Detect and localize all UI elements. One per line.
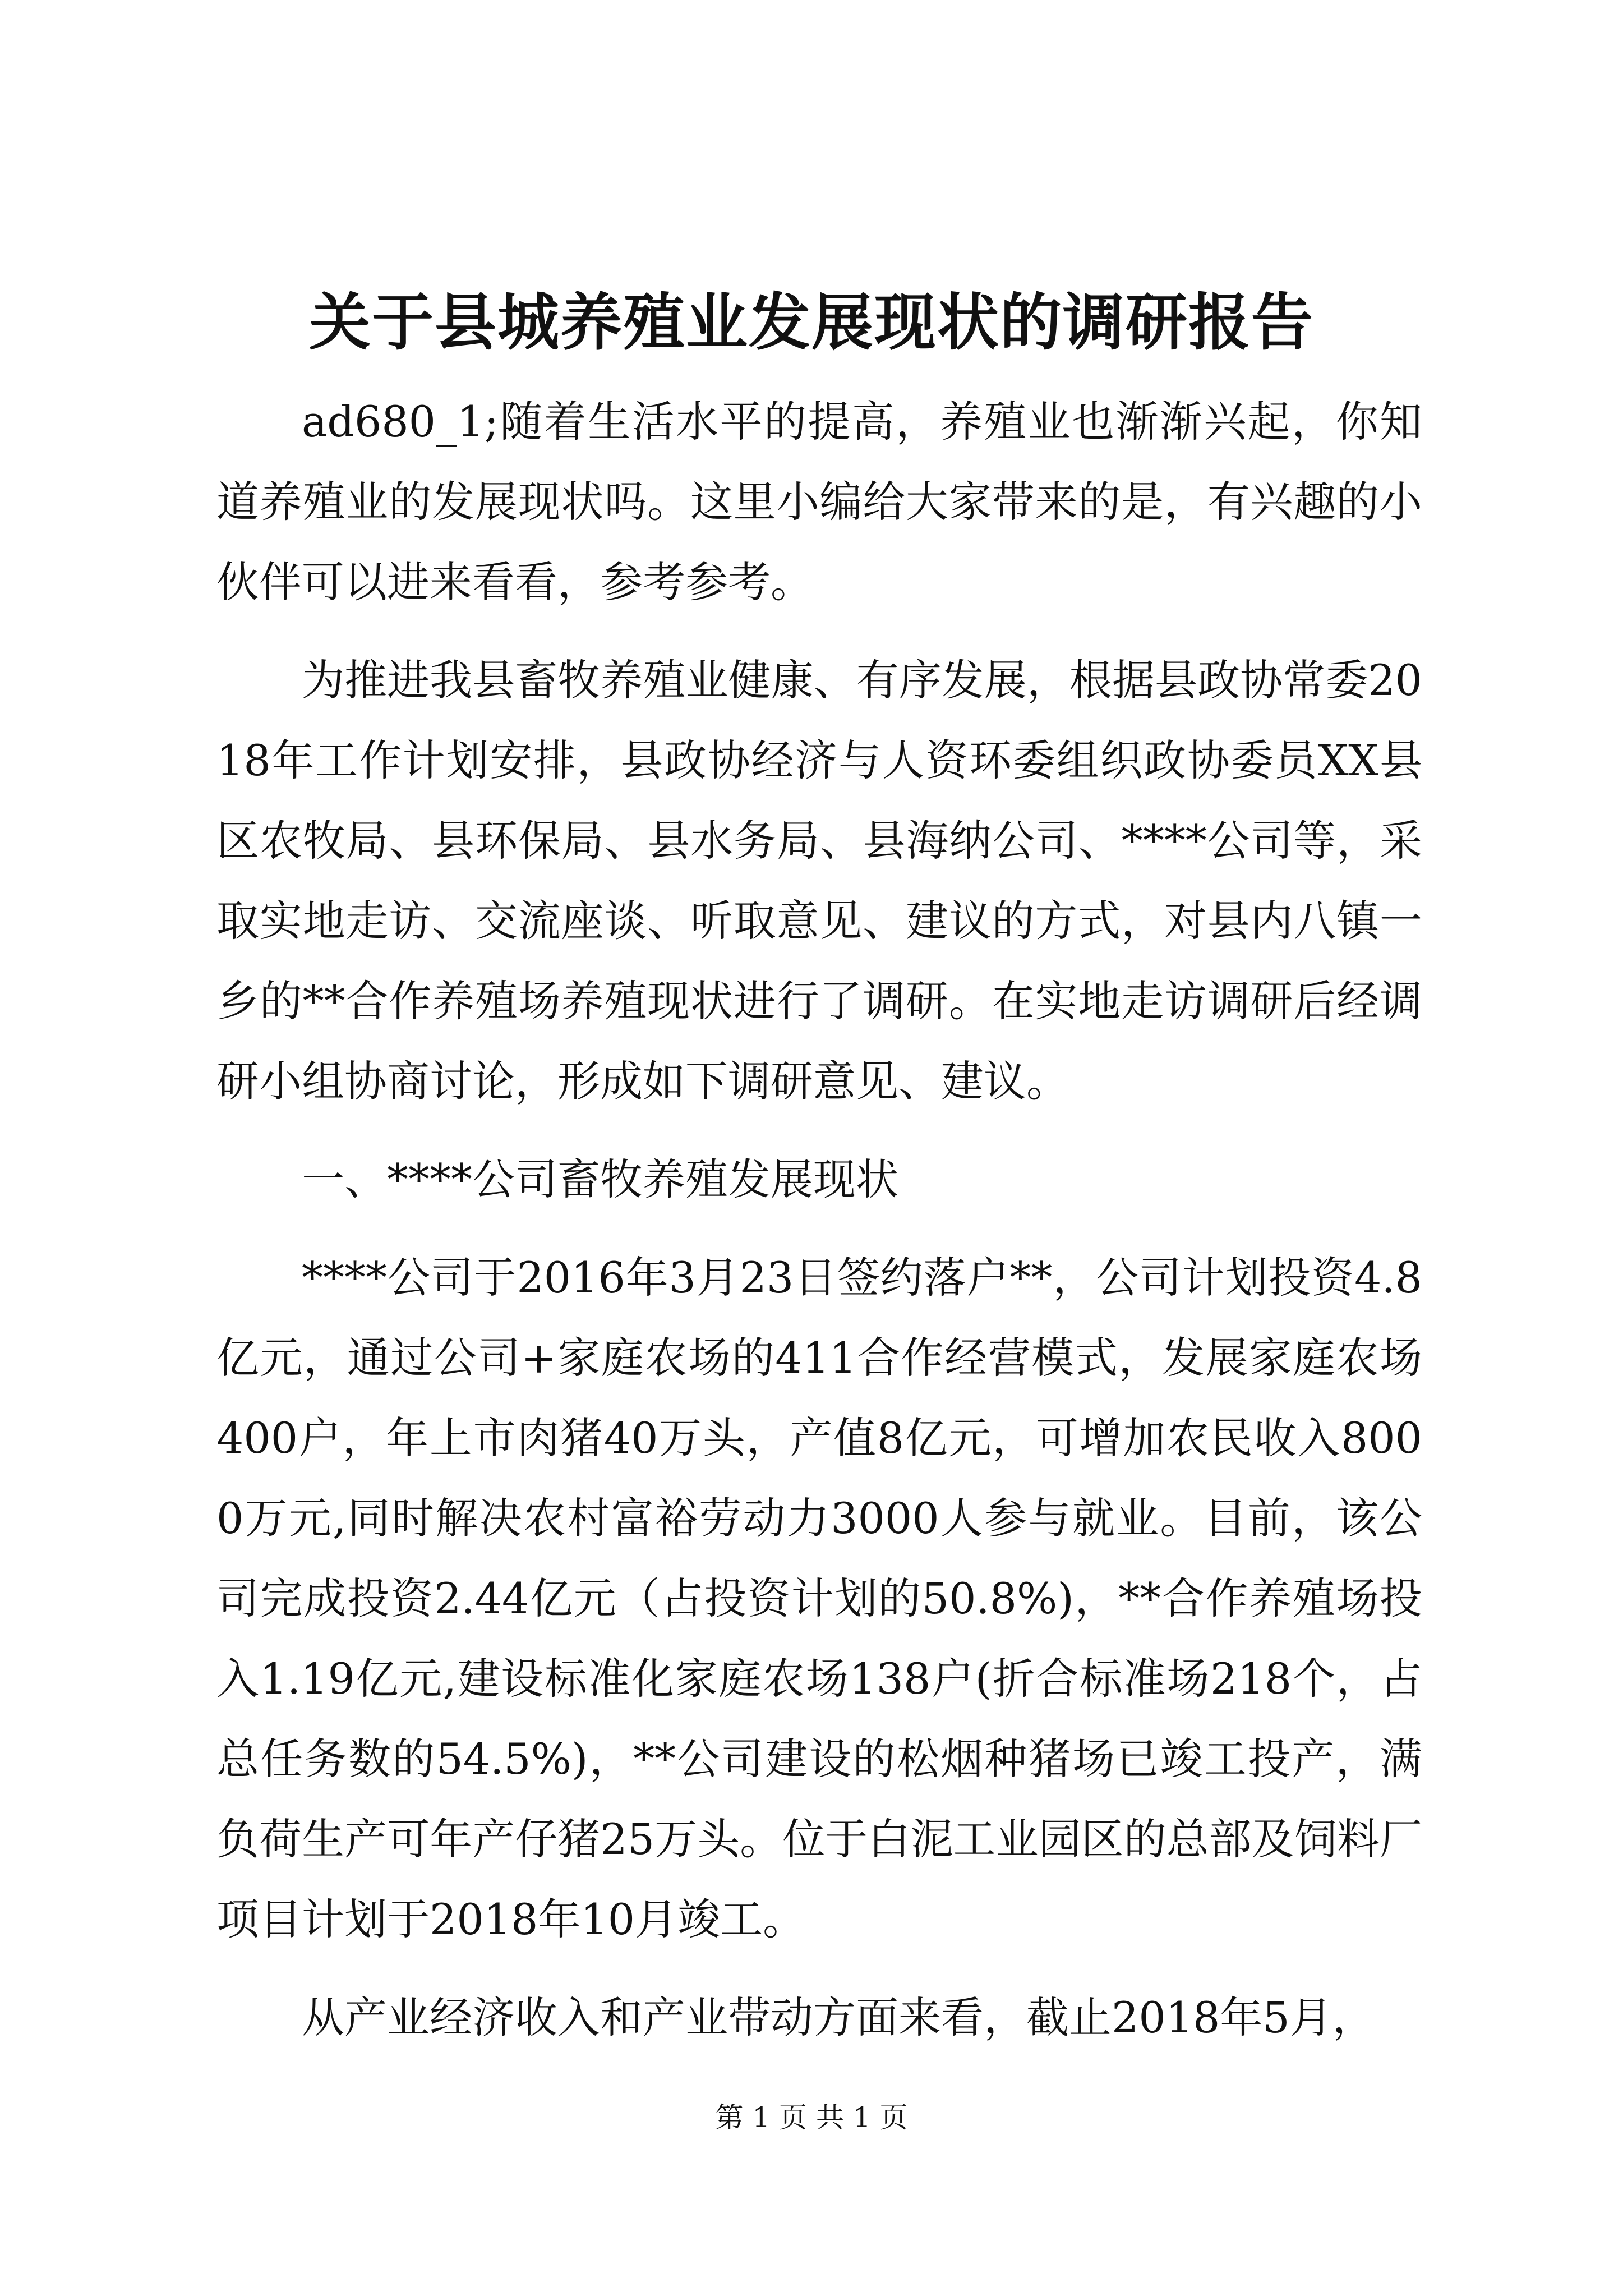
document-title: 关于县城养殖业发展现状的调研报告 [309, 286, 1314, 358]
company-status-paragraph: ****公司于2016年3月23日签约落户**，公司计划投资4.8亿元，通过公司+家庭农场的411合作经营模式，发展家庭农场400户，年上市肉猪40万头，产值8亿元，可增加农民收入8000万元,同时解决农村富裕劳动力3000人参与就业。目前，该公司完成投资2.44亿元（占投资计划的50.8%)，**合作养殖场投入1.19亿元,建设标准化家庭农场138户(折合标准场218个，占总任务数的54.5%)，**公司建设的松烟种猪场已竣工投产，满负荷生产可年产仔猪25万头。位于白泥工业园区的总部及饲料厂项目计划于2018年10月竣工。 [216, 1253, 1422, 1944]
intro-paragraph: ad680_1;随着生活水平的提高，养殖业也渐渐兴起，你知道养殖业的发展现状吗。这里小编给大家带来的是，有兴趣的小伙伴可以进来看看，参考参考。 [216, 397, 1422, 607]
economic-income-paragraph: 从产业经济收入和产业带动方面来看，截止2018年5月， [302, 1993, 1375, 2042]
background-paragraph: 为推进我县畜牧养殖业健康、有序发展，根据县政协常委2018年工作计划安排，县政协经济与人资环委组织政协委员XX县区农牧局、县环保局、县水务局、县海纳公司、****公司等，采取实地走访、交流座谈、听取意见、建议的方式，对县内八镇一乡的**合作养殖场养殖现状进行了调研。在实地走访调研后经调研小组协商讨论，形成如下调研意见、建议。 [216, 655, 1422, 1106]
document-body [216, 381, 1422, 2058]
section-heading: 一、****公司畜牧养殖发展现状 [302, 1154, 898, 1204]
page-number: 第 1 页 共 1 页 [715, 2101, 908, 2134]
